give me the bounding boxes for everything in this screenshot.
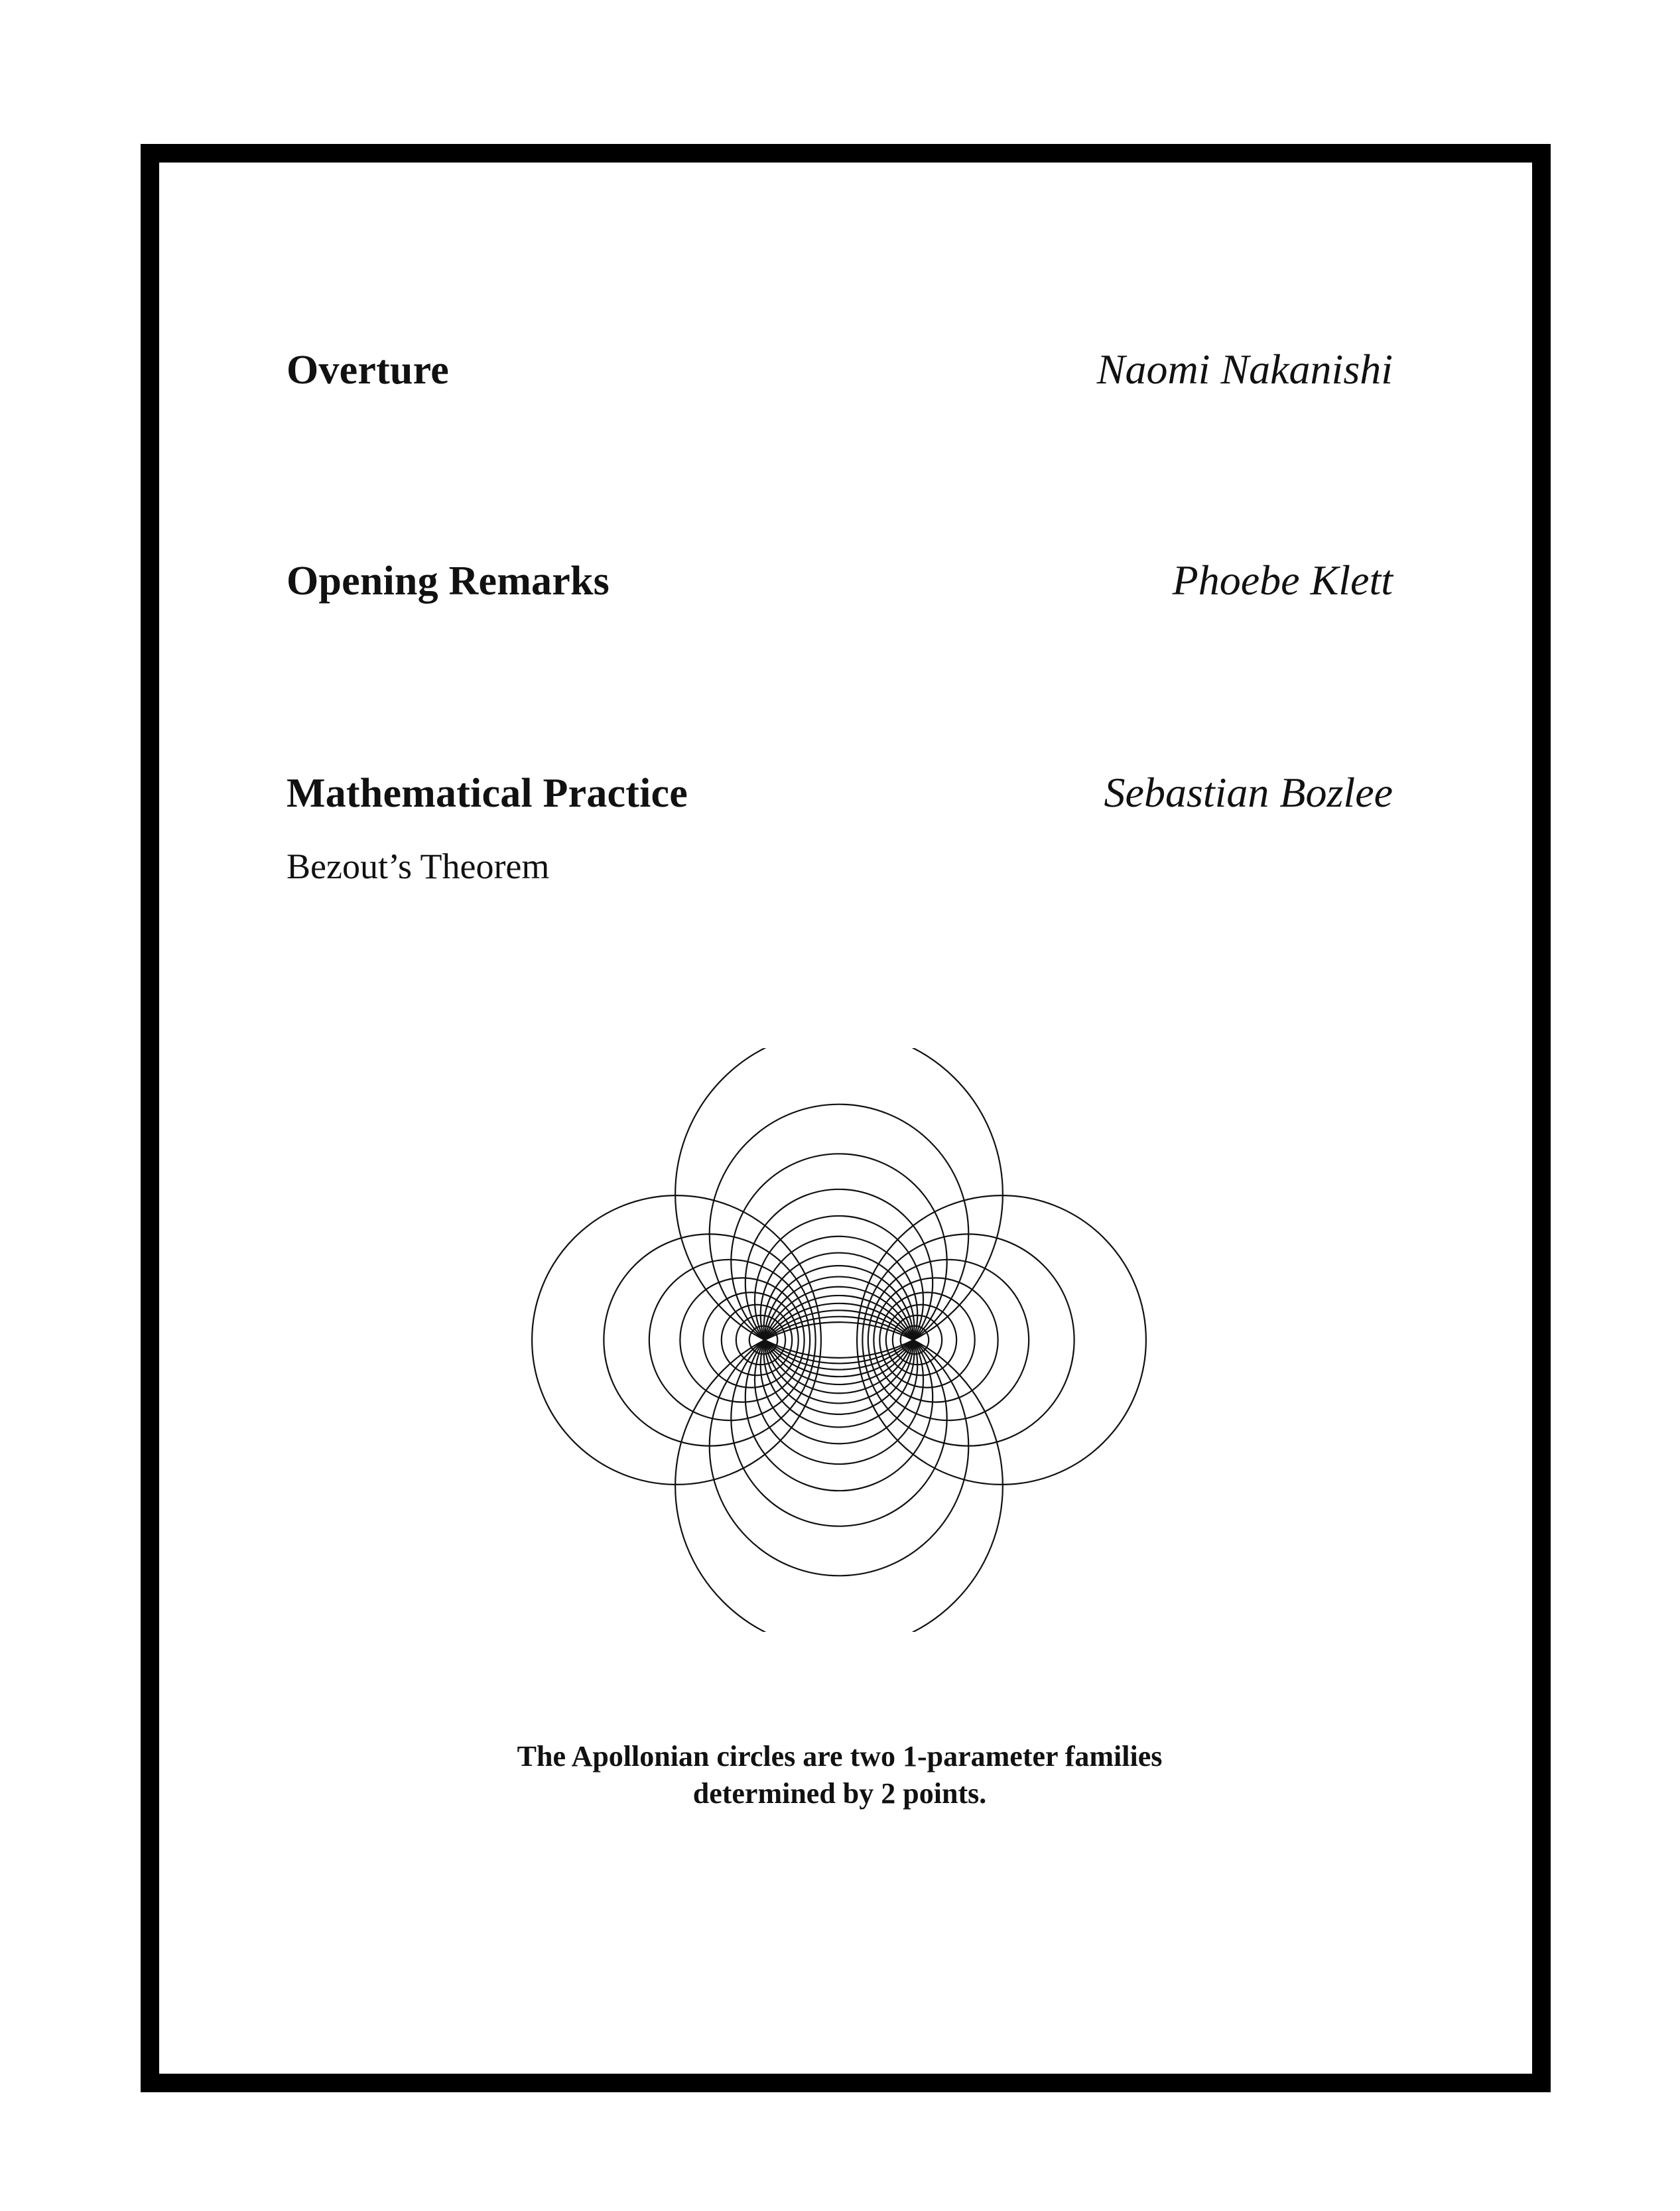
apollonius-circle-left xyxy=(604,1234,815,1445)
program-row-opening-remarks xyxy=(287,556,1393,605)
program-row-mathematical-practice xyxy=(287,768,1393,817)
circle-through-points xyxy=(755,1296,923,1464)
caption-line-1: The Apollonian circles are two 1-parameter families xyxy=(517,1740,1163,1773)
section-title: Opening Remarks xyxy=(287,559,610,604)
apollonius-circle-left xyxy=(703,1292,798,1387)
section-title: Overture xyxy=(287,348,449,393)
circle-through-points xyxy=(710,1317,969,1576)
section-author: Sebastian Bozlee xyxy=(1104,769,1393,816)
circle-through-points xyxy=(745,1304,933,1491)
section-title: Mathematical Practice xyxy=(287,771,688,816)
apollonian-circles-svg xyxy=(531,1048,1147,1632)
apollonius-circle-right xyxy=(862,1234,1074,1445)
section-author: Naomi Nakanishi xyxy=(1096,346,1393,393)
section-subtitle: Bezout’s Theorem xyxy=(287,846,550,886)
figure-caption xyxy=(287,1738,1393,1812)
section-author: Phoebe Klett xyxy=(1172,557,1393,604)
program-row-overture xyxy=(287,345,1393,394)
apollonius-circle-right xyxy=(879,1292,974,1387)
circle-through-points xyxy=(765,1266,913,1414)
caption-line-2: determined by 2 points. xyxy=(692,1777,987,1810)
circle-through-points xyxy=(710,1105,969,1364)
circle-through-points xyxy=(755,1216,923,1384)
circle-through-points xyxy=(745,1189,933,1376)
apollonian-circles-figure xyxy=(531,1048,1147,1632)
